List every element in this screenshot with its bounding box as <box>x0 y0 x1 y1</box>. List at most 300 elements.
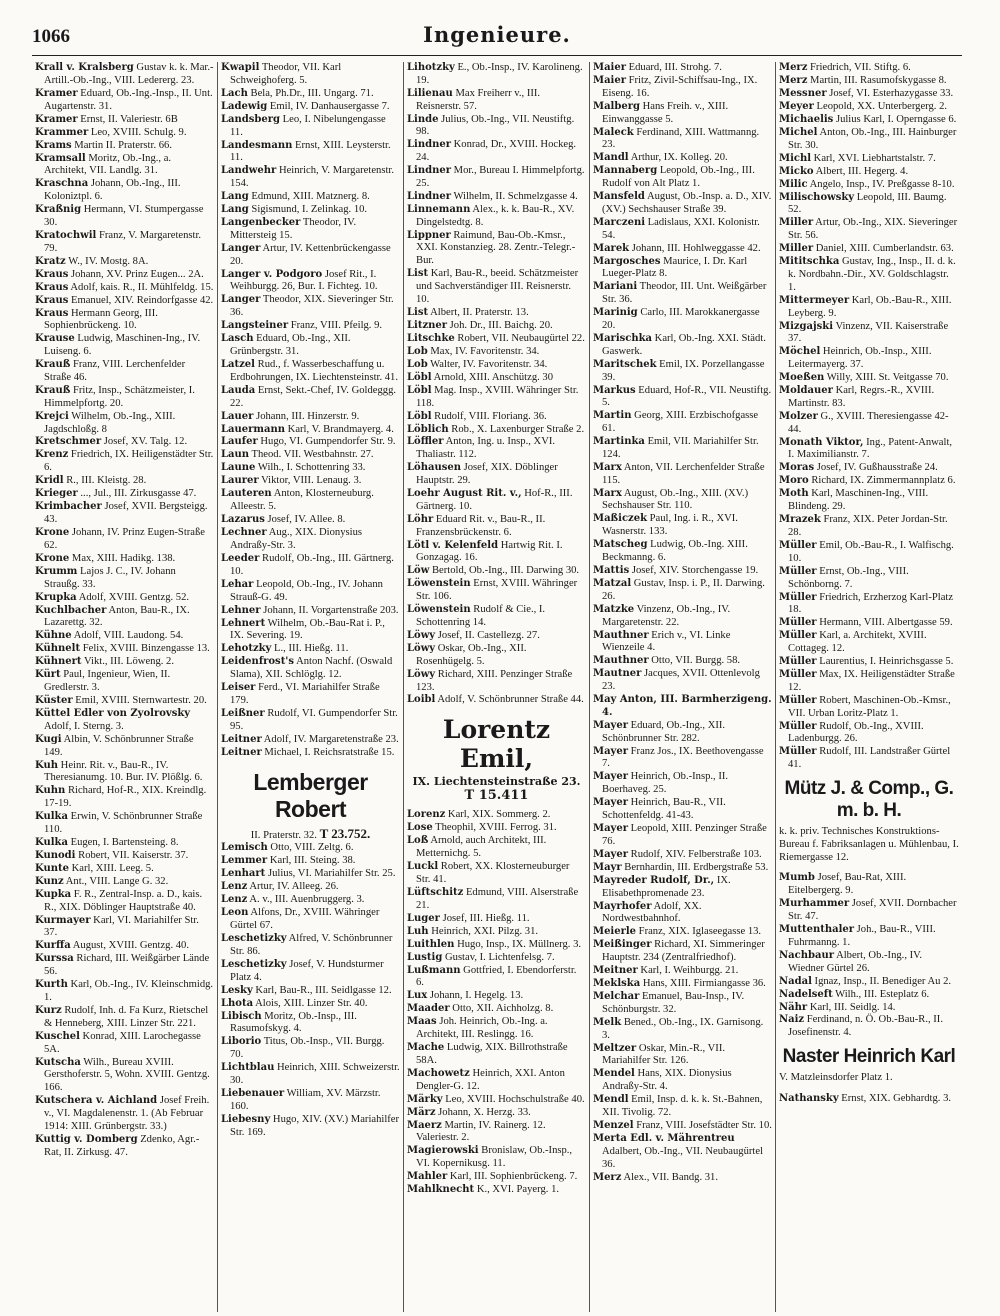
entry-name: Maader <box>407 1003 450 1015</box>
directory-entry <box>407 268 586 306</box>
entry-name: Krall v. Kralsberg <box>35 62 134 73</box>
entry-details: Heinrich, Bau-R., VII. Schottenfeldg. 41-43. <box>602 797 726 822</box>
directory-entry <box>221 643 400 656</box>
directory-entry <box>407 346 586 359</box>
directory-entry <box>593 333 772 359</box>
directory-entry <box>779 153 959 166</box>
entry-details: Leo, XVIII. Hochschulstraße 40. <box>442 1093 585 1105</box>
entry-details: IX. Elisabethpromenade 23. <box>602 874 731 899</box>
entry-name: Mache <box>407 1042 445 1054</box>
entry-name: Kramer <box>35 113 78 125</box>
entry-details: Oskar, Ob.-Ing., XII. Rosenhügelg. 5. <box>416 642 527 667</box>
directory-entry <box>593 410 772 436</box>
entry-details: Eduard, Ob.-Ing., XII. Grünbergstr. 31. <box>230 333 351 357</box>
directory-entry <box>35 308 214 334</box>
entry-name: Leidenfrost's <box>221 656 294 668</box>
directory-entry <box>221 424 400 437</box>
entry-details: Lajos J. C., IV. Johann Straußg. 33. <box>44 565 176 590</box>
directory-entry <box>593 165 772 191</box>
directory-entry <box>779 75 959 88</box>
directory-entry <box>35 114 214 127</box>
entry-details: Leopold, XIII. Penzinger Straße 76. <box>602 823 767 847</box>
entry-details: Fritz, Insp., Schätzmeister, I. Himmelpfortg. 20. <box>44 384 195 409</box>
entry-details: Moritz, Ob.-Insp., III. Rasumofskyg. 4. <box>230 1010 357 1035</box>
entry-name: Maier <box>593 74 626 86</box>
entry-name: Kratz <box>35 255 66 267</box>
directory-entry <box>779 437 959 463</box>
directory-entry <box>35 488 214 501</box>
entry-name: Krone <box>35 552 70 564</box>
directory-entry <box>35 734 214 760</box>
directory-entry <box>407 88 586 114</box>
entry-name: Kuh <box>35 759 59 771</box>
entry-name: Löwy <box>407 668 436 680</box>
directory-entry <box>221 618 400 644</box>
entry-details: Willy, XIII. St. Veitgasse 70. <box>824 372 949 384</box>
entry-name: May Anton, III. Barmherzigeng. 4. <box>593 694 772 718</box>
entry-name: Landwehr <box>221 165 277 177</box>
directory-entry <box>779 1002 959 1015</box>
entry-name: Lenz <box>221 881 248 893</box>
directory-entry <box>221 488 400 514</box>
entry-name: Mayer <box>593 823 628 835</box>
entry-details: Karl, Regrs.-R., XVIII. Martinstr. 83. <box>788 385 935 409</box>
entry-name: Lehar <box>221 578 254 590</box>
entry-name: Mansfeld <box>593 191 645 203</box>
entry-name: Lob <box>407 358 428 370</box>
directory-entry <box>221 191 400 204</box>
directory-entry <box>221 527 400 553</box>
ad-lorentz-contact <box>407 775 586 803</box>
ad-muetz-text: k. k. priv. Technisches Konstruktions-Bureau f. Fabriksanlagen u. Mühlenbau, I. Riemergasse 12. <box>779 826 959 863</box>
directory-entry <box>779 721 959 747</box>
directory-entry <box>35 811 214 837</box>
entry-details: Wilh., Bureau XVIII. Gersthoferstr. 5, Wohn. XVIII. Gentzg. 166. <box>44 1056 210 1094</box>
entry-name: Müller <box>779 617 817 629</box>
directory-entry <box>407 1016 586 1042</box>
entry-name: Krammer <box>35 126 89 138</box>
directory-entry <box>593 307 772 333</box>
directory-entry <box>779 566 959 592</box>
directory-entry <box>407 694 586 707</box>
ad-lorentz-address: IX. Liechtensteinstraße 23. <box>412 775 581 789</box>
entry-details: Rudolf & Cie., I. Schottenring 14. <box>416 604 546 628</box>
directory-entry <box>593 862 772 875</box>
entry-details: Hans, XIII. Firmiangasse 36. <box>640 978 766 990</box>
directory-entry <box>407 1042 586 1068</box>
directory-entry <box>593 720 772 746</box>
entry-details: Walter, IV. Favoritenstr. 34. <box>427 358 548 370</box>
entry-details: Gustav, Ing., Insp., II. d. k. k. Nordbahn.-Dir., XV. Goldschlagstr. 1. <box>788 256 956 293</box>
directory-entry <box>779 540 959 566</box>
directory-entry <box>35 979 214 1005</box>
entry-name: Küster <box>35 695 73 707</box>
entry-details: William, XV. Märzstr. 160. <box>230 1087 381 1112</box>
entry-details: Ernst, II. Valeriestr. 6B <box>77 113 178 125</box>
entry-details: Erich v., VI. Linke Wienzeile 4. <box>602 629 731 654</box>
entry-name: Mumb <box>779 872 815 884</box>
directory-entry <box>593 939 772 965</box>
entry-details: Karl, I. Weihburgg. 21. <box>637 965 739 977</box>
entry-details: Mor., Bureau I. Himmelpfortg. 25. <box>416 165 585 189</box>
entry-details: Eduard Rit. v., Bau-R., II. Franzensbrückenstr. 6. <box>416 513 546 538</box>
entry-name: Lang <box>221 204 249 216</box>
entry-name: Linde <box>407 113 439 125</box>
directory-entry <box>593 101 772 127</box>
entry-details: Alex., k. k. Bau-R., XV. Dingelstedtg. 8. <box>416 203 575 228</box>
entry-details: Eduard, Ob.-Ing.-Insp., II. Unt. Augartenstr. 31. <box>44 87 213 112</box>
directory-entry <box>593 1094 772 1120</box>
ad-lemberger-address: II. Praterstr. 32. <box>250 830 317 842</box>
advertisement-naster <box>779 1046 959 1085</box>
entry-details: Alex., VII. Bandg. 31. <box>621 1171 719 1183</box>
entry-details: Franz, VIII. Pfeilg. 9. <box>288 320 383 332</box>
entry-name: Nadelseft <box>779 988 833 1000</box>
entry-name: Löwenstein <box>407 604 471 616</box>
directory-entry <box>35 1005 214 1031</box>
entry-name: Krimbacher <box>35 501 102 513</box>
entry-details: Artur, IV. Alleeg. 26. <box>247 881 339 893</box>
entry-details: Konrad, XIII. Larochegasse 5A. <box>44 1030 201 1055</box>
entry-name: Müller <box>779 694 817 706</box>
directory-entry <box>221 1036 400 1062</box>
entry-details: Wilhelm, Ob.-Bau-Rat i. P., IX. Severing. 19. <box>230 617 385 642</box>
entry-name: Lazarus <box>221 514 265 526</box>
entry-name: Marx <box>593 487 622 499</box>
entry-name: Meißinger <box>593 939 652 951</box>
entry-details: Ladislaus, XXI. Kolonistr. 54. <box>602 216 760 241</box>
entry-name: Müller <box>779 630 817 642</box>
ad-lorentz-phone: T 15.411 <box>464 788 529 804</box>
entry-name: Müller <box>779 591 817 603</box>
entry-details: Johann, II. Vorgartenstraße 203. <box>260 604 399 616</box>
directory-entry <box>593 191 772 217</box>
entry-name: Lauteren <box>221 488 272 500</box>
entry-name: Moth <box>779 488 809 500</box>
entry-name: Kraßnig <box>35 204 82 216</box>
entry-details: Georg, XIII. Erzbischofgasse 61. <box>602 410 759 435</box>
column-4 <box>590 62 776 1312</box>
entry-name: Ladewig <box>221 100 268 112</box>
directory-entry <box>779 114 959 127</box>
entry-details: Angelo, Insp., IV. Preßgasse 8-10. <box>807 178 955 190</box>
entry-name: Lechner <box>221 527 267 539</box>
directory-entry <box>221 842 400 855</box>
entry-name: Milic <box>779 178 808 190</box>
entry-details: Ludwig, Maschinen-Ing., IV. Luiseng. 6. <box>44 333 201 358</box>
directory-entry <box>35 915 214 941</box>
entry-details: Wilhelm, Ob.-Ing., XIII. Jagdschloßg. 8 <box>44 410 176 435</box>
entry-details: Titus, Ob.-Insp., VII. Burgg. 70. <box>230 1036 385 1061</box>
entry-details: Richard, Hof-R., XIX. Kreindlg. 17-19. <box>44 785 207 810</box>
entry-details: Paul, Ingenieur, Wien, II. Gredlerstr. 3. <box>44 669 171 694</box>
directory-entry <box>221 1114 400 1140</box>
entry-details: Wilhelm, II. Schmelzgasse 4. <box>451 190 578 202</box>
entry-name: Mannaberg <box>593 165 658 177</box>
entry-name: Kugi <box>35 733 62 745</box>
entry-details: Johann, Ob.-Ing., III. Koloniztpl. 6. <box>44 178 181 203</box>
directory-entry <box>35 592 214 605</box>
entry-details: Josef, II. Castellezg. 27. <box>435 629 540 641</box>
directory-entry <box>35 411 214 437</box>
entry-name: Maleck <box>593 126 634 138</box>
directory-entry <box>221 998 400 1011</box>
entry-details: Richard, III. Weißgärber Lände 56. <box>44 953 210 978</box>
entry-name: Marinig <box>593 307 638 319</box>
entry-name: Kretschmer <box>35 436 102 448</box>
entry-name: Maier <box>593 62 626 73</box>
directory-entry <box>593 655 772 668</box>
entry-details: Adolf, XX. Nordwestbahnhof. <box>602 900 702 925</box>
entry-details: Edmund, XIII. Matznerg. 8. <box>248 191 370 203</box>
entry-details: Albert, III. Hegerg. 4. <box>813 165 909 177</box>
directory-entry <box>593 965 772 978</box>
entry-name: Kühnert <box>35 656 82 668</box>
entry-name: Kuschel <box>35 1030 80 1042</box>
entry-details: Gustav, I. Lichtenfelsg. 7. <box>442 951 555 963</box>
directory-entry <box>779 385 959 411</box>
entry-name: Mayer <box>593 719 628 731</box>
column-2 <box>218 62 404 1312</box>
entry-name: Latzel <box>221 358 255 370</box>
entry-name: Müller <box>779 539 817 551</box>
entry-details: Theodor, III. Unt. Weißgärber Str. 36. <box>602 281 767 306</box>
entry-name: Lenz <box>221 894 248 906</box>
entry-name: Naiz <box>779 1014 805 1026</box>
directory-entry <box>221 462 400 475</box>
directory-entry <box>35 1095 214 1133</box>
entry-details: Alfons, Dr., XVIII. Währinger Gürtel 67. <box>230 907 380 932</box>
entry-name: Marczeni <box>593 216 646 228</box>
entry-name: Mattis <box>593 565 630 577</box>
entry-name: List <box>407 306 429 318</box>
entry-name: Mayer <box>593 771 628 783</box>
entry-details: Karl, V. Brandmayerg. 4. <box>285 423 394 435</box>
directory-entry <box>779 976 959 989</box>
directory-entry <box>407 965 586 991</box>
entry-name: Kraus <box>35 268 69 280</box>
entry-details: Maurice, I. Dr. Karl Lueger-Platz 8. <box>602 255 748 280</box>
entry-details: Josef, XVII. Bergsteigg. 43. <box>44 501 208 526</box>
entry-name: List <box>407 268 429 280</box>
directory-entry <box>407 424 586 437</box>
directory-entry <box>779 101 959 114</box>
directory-entry <box>221 708 400 734</box>
entry-name: Liebenauer <box>221 1087 285 1099</box>
entry-details: Karl, III. Steing. 38. <box>267 855 356 867</box>
directory-entry <box>407 372 586 385</box>
entry-name: Melk <box>593 1016 622 1028</box>
directory-entry <box>593 1017 772 1043</box>
ad-lemberger-contact <box>221 827 400 842</box>
entry-name: Mandl <box>593 152 629 164</box>
entry-name: Krumm <box>35 565 78 577</box>
entry-details: Robert, Maschinen-Ob.-Kmsr., VII. Urban Loritz-Platz 1. <box>788 694 951 719</box>
entry-details: Rud., f. Wasserbeschaffung u. Erdbohrungen, IX. Liechtensteinstr. 41. <box>230 358 398 383</box>
entry-details: Johann, X. Herzg. 33. <box>435 1106 531 1118</box>
directory-entry <box>779 243 959 256</box>
entry-details: Anton, Bau-R., IX. Lazarettg. 32. <box>44 604 190 629</box>
entry-name: Kuchlbacher <box>35 604 107 616</box>
entry-name: Leschetizky <box>221 958 287 970</box>
entry-details: Albert, II. Praterstr. 13. <box>428 306 529 318</box>
entry-name: Mariani <box>593 281 638 293</box>
directory-entry <box>35 708 214 734</box>
entry-name: Mendel <box>593 1068 635 1080</box>
entry-details: E., Ob.-Insp., IV. Karolineng. 19. <box>416 62 583 86</box>
entry-details: August, XVIII. Gentzg. 40. <box>70 940 189 952</box>
entry-name: Löw <box>407 565 430 577</box>
directory-entry <box>779 88 959 101</box>
entry-name: Löwenstein <box>407 578 471 590</box>
entry-details: Otto, XII. Aichholzg. 8. <box>449 1003 554 1015</box>
directory-entry <box>593 991 772 1017</box>
directory-entry <box>407 191 586 204</box>
directory-entry <box>221 656 400 682</box>
entry-name: Laufer <box>221 436 258 448</box>
columns <box>32 62 962 1312</box>
directory-entry <box>35 153 214 179</box>
directory-entry <box>593 926 772 939</box>
entry-name: Löwy <box>407 642 436 654</box>
entry-details: Josef Rit., I. Weihburgg. 26, Bur. I. Fichteg. 10. <box>230 268 378 293</box>
entry-details: Joh., Bau-R., VIII. Fuhrmanng. 1. <box>788 923 936 948</box>
directory-entry <box>407 913 586 926</box>
directory-entry <box>407 861 586 887</box>
entry-details: Franz, VIII. Josefstädter Str. 10. <box>633 1119 772 1131</box>
directory-entry <box>221 269 400 295</box>
directory-entry <box>779 1093 959 1106</box>
entry-name: Möchel <box>779 346 821 358</box>
entry-name: Murhammer <box>779 898 850 910</box>
entry-details: Friedrich, IX. Heiligenstädter Str. 6. <box>44 449 214 474</box>
directory-entry <box>407 230 586 268</box>
entry-name: Löbl <box>407 371 432 383</box>
directory-entry <box>35 140 214 153</box>
entry-name: Lauermann <box>221 423 286 435</box>
entry-name: Moras <box>779 462 815 474</box>
entry-name: Merz <box>779 62 808 73</box>
entry-details: Laurentius, I. Heinrichsgasse 5. <box>816 656 954 668</box>
directory-entry <box>779 630 959 656</box>
directory-entry <box>593 488 772 514</box>
entry-name: Merz <box>593 1171 622 1183</box>
entry-details: Otto, VIII. Zeltg. 6. <box>267 842 354 854</box>
entry-name: Meierle <box>593 926 637 938</box>
directory-entry <box>407 165 586 191</box>
entry-name: Maritschek <box>593 358 657 370</box>
directory-entry <box>407 835 586 861</box>
entry-details: G., XVIII. Theresiengasse 42-44. <box>788 410 949 435</box>
entry-details: Hof-R., III. Gärtnerg. 10. <box>416 488 573 512</box>
directory-entry <box>779 1014 959 1040</box>
entry-name: Löbl <box>407 410 432 422</box>
entry-name: Marx <box>593 461 622 473</box>
entry-details: Josef, IV. Allee. 8. <box>264 514 346 526</box>
entry-details: Hugo, Insp., IX. Müllnerg. 3. <box>454 938 582 950</box>
directory-entry <box>221 320 400 333</box>
page-header <box>32 22 962 56</box>
entry-name: Lindner <box>407 165 451 177</box>
entry-name: Lesky <box>221 984 253 996</box>
entry-details: Franz, VIII. Lerchenfelder Straße 46. <box>44 359 186 383</box>
entry-name: Micko <box>779 165 814 177</box>
entry-details: Edmund, VIII. Alserstraße 21. <box>416 886 579 911</box>
entry-name: Messner <box>779 87 827 99</box>
entry-details: Josef, III. Hießg. 11. <box>439 912 530 924</box>
directory-entry <box>407 462 586 488</box>
directory-entry <box>35 630 214 643</box>
entry-details: Eduard, Ob.-Ing., XII. Schönbrunner Str. 282. <box>602 719 726 744</box>
directory-entry <box>593 668 772 694</box>
directory-entry <box>221 449 400 462</box>
entry-details: Josef, XIX. Döblinger Hauptstr. 29. <box>416 462 558 487</box>
entry-details: Vikt., III. Löweng. 2. <box>81 656 174 668</box>
entry-details: Zdenko, Agr.-Rat, II. Zirkusg. 47. <box>44 1133 200 1158</box>
directory-entry <box>221 1088 400 1114</box>
directory-entry <box>779 617 959 630</box>
entry-name: Nathansky <box>779 1092 839 1104</box>
directory-entry <box>35 695 214 708</box>
entry-details: Adolf, kais. R., II. Mühlfeldg. 15. <box>68 281 214 293</box>
directory-entry <box>221 140 400 166</box>
entry-name: Kratochwil <box>35 229 97 241</box>
entry-details: Ignaz, Insp., II. Benediger Au 2. <box>811 975 952 987</box>
directory-entry <box>35 566 214 592</box>
entry-name: Lötl v. Kelenfeld <box>407 539 499 551</box>
entry-details: Arnold, auch Architekt, III. Metternichg. 5. <box>416 835 547 860</box>
directory-entry <box>779 592 959 618</box>
directory-entry <box>593 823 772 849</box>
entry-details: Johann, IV. Prinz Eugen-Straße 62. <box>44 527 205 551</box>
directory-entry <box>407 385 586 411</box>
entry-details: Emil, XVIII. Sternwartestr. 20. <box>72 695 207 707</box>
entry-details: Franz, XIX. Peter Jordan-Str. 28. <box>788 514 948 538</box>
directory-entry <box>407 926 586 939</box>
entry-details: Artur, Ob.-Ing., XIX. Sieveringer Str. 56. <box>788 217 958 242</box>
entry-name: Müller <box>779 669 817 681</box>
entry-details: K., XVI. Payerg. 1. <box>474 1184 560 1196</box>
entry-name: Lindner <box>407 139 451 151</box>
entry-details: Adolf, V. Schönbrunner Straße 44. <box>435 694 584 706</box>
entry-name: Nadal <box>779 975 812 987</box>
directory-entry <box>407 939 586 952</box>
entry-name: Leitner <box>221 746 262 758</box>
entry-name: Muttenthaler <box>779 923 855 935</box>
entry-name: Mahlknecht <box>407 1184 475 1196</box>
directory-entry <box>593 604 772 630</box>
entry-name: Kulka <box>35 836 68 848</box>
directory-entry <box>221 217 400 243</box>
directory-entry <box>221 959 400 985</box>
entry-name: Mizgajski <box>779 320 833 332</box>
directory-entry <box>35 837 214 850</box>
directory-entry <box>593 436 772 462</box>
entry-name: Mauthner <box>593 655 649 667</box>
entry-details: Franz Jos., IX. Beethovengasse 7. <box>602 745 764 770</box>
directory-entry <box>593 797 772 823</box>
entry-name: Mayr <box>593 861 622 873</box>
entry-name: Kühne <box>35 630 72 642</box>
entry-name: Laurer <box>221 475 259 487</box>
entry-name: Kürt <box>35 669 61 681</box>
entry-name: Meitner <box>593 965 638 977</box>
entry-details: Bronislaw, Ob.-Insp., VI. Kopernikusg. 11. <box>416 1145 573 1170</box>
directory-entry <box>407 320 586 333</box>
entry-name: Meyer <box>779 100 814 112</box>
entry-name: Michl <box>779 152 812 164</box>
entry-details: Ernst, XIII. Leysterstr. 11. <box>230 139 391 164</box>
